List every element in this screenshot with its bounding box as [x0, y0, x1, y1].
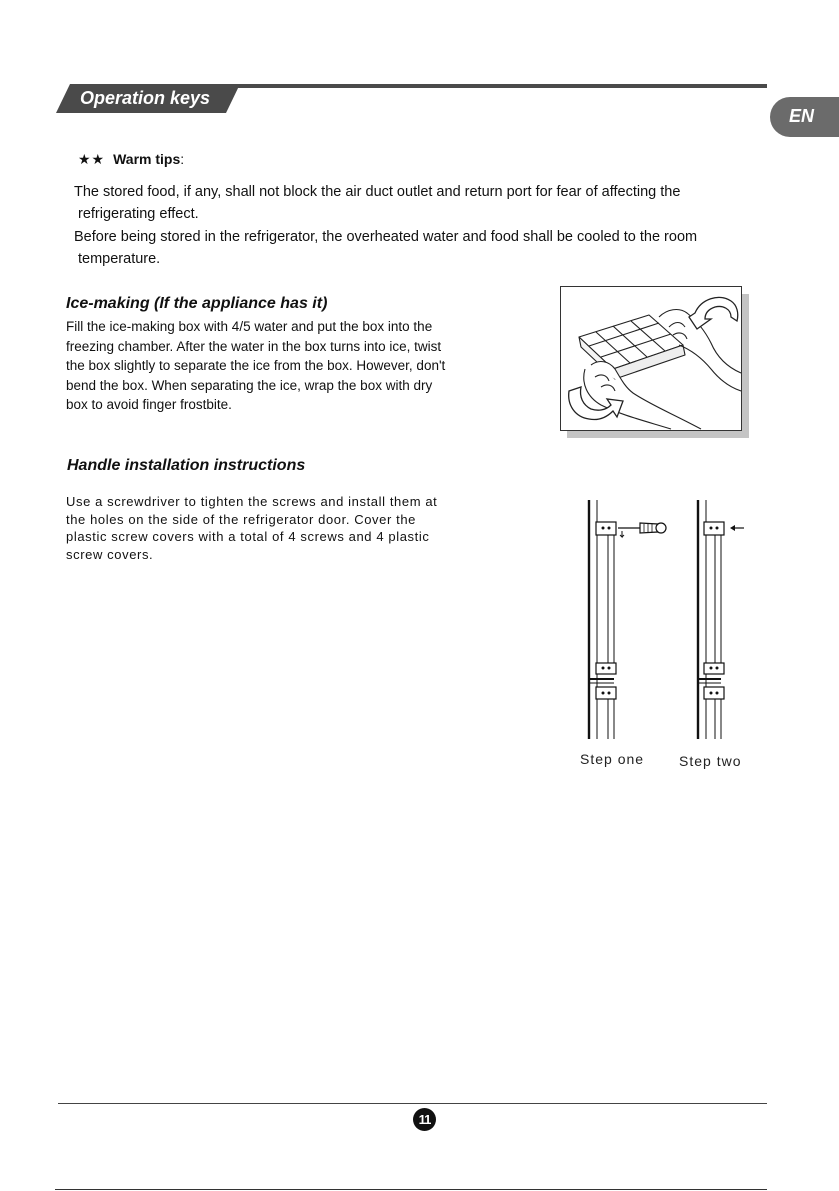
- bottom-rule: [55, 1189, 767, 1190]
- warm-tip-2-line-1: Before being stored in the refrigerator, the overheated water and food shall be cooled to the room: [74, 229, 698, 245]
- step-two-label: Step two: [679, 753, 742, 769]
- handle-installation-line-2: the holes on the side of the refrigerator door. Cover the: [66, 511, 417, 527]
- stars-icon: ★★: [78, 151, 106, 167]
- ice-making-line-5: box to avoid finger frostbite.: [66, 397, 232, 412]
- warm-tip-2: [74, 226, 774, 270]
- section-title: Operation keys: [80, 88, 211, 108]
- warm-tips-colon: :: [180, 151, 185, 167]
- language-label: EN: [789, 106, 815, 126]
- section-header-tab: [56, 84, 240, 113]
- handle-installation-line-1: Use a screwdriver to tighten the screws and install them at: [66, 494, 438, 509]
- warm-tip-1-line-1: The stored food, if any, shall not block the air duct outlet and return port for fear of affecting the: [74, 184, 681, 200]
- step-one-label: Step one: [580, 751, 645, 767]
- handle-installation-text: [66, 493, 476, 563]
- warm-tip-2-line-2: temperature.: [78, 251, 161, 267]
- page-number: 11: [413, 1108, 436, 1131]
- warm-tip-1-line-2: refrigerating effect.: [78, 206, 199, 222]
- ice-making-line-3: the box slightly to separate the ice from the box. However, don't: [66, 358, 446, 373]
- door-handle-drawing: [580, 495, 760, 745]
- footer-rule: [58, 1103, 767, 1104]
- ice-making-line-4: bend the box. When separating the ice, wrap the box with dry: [66, 377, 433, 393]
- handle-installation-title: Handle installation instructions: [67, 457, 306, 474]
- illustration-frame: [560, 286, 742, 431]
- ice-making-text: [66, 317, 496, 415]
- ice-tray-twist-drawing: [561, 287, 741, 430]
- ice-tray-illustration: [560, 286, 749, 438]
- ice-making-line-1: Fill the ice-making box with 4/5 water and put the box into the: [66, 319, 433, 334]
- warm-tip-1: [74, 181, 774, 225]
- ice-making-title: Ice-making (If the appliance has it): [66, 295, 328, 312]
- handle-installation-line-3: plastic screw covers with a total of 4 screws and 4 plastic: [66, 529, 430, 544]
- handle-installation-diagram: [580, 495, 760, 745]
- warm-tips-heading: [78, 151, 184, 168]
- warm-tips-title: Warm tips: [113, 151, 181, 167]
- handle-installation-line-4: screw covers.: [66, 546, 154, 562]
- ice-making-line-2: freezing chamber. After the water in the box turns into ice, twist: [66, 338, 442, 354]
- language-badge: [770, 97, 839, 137]
